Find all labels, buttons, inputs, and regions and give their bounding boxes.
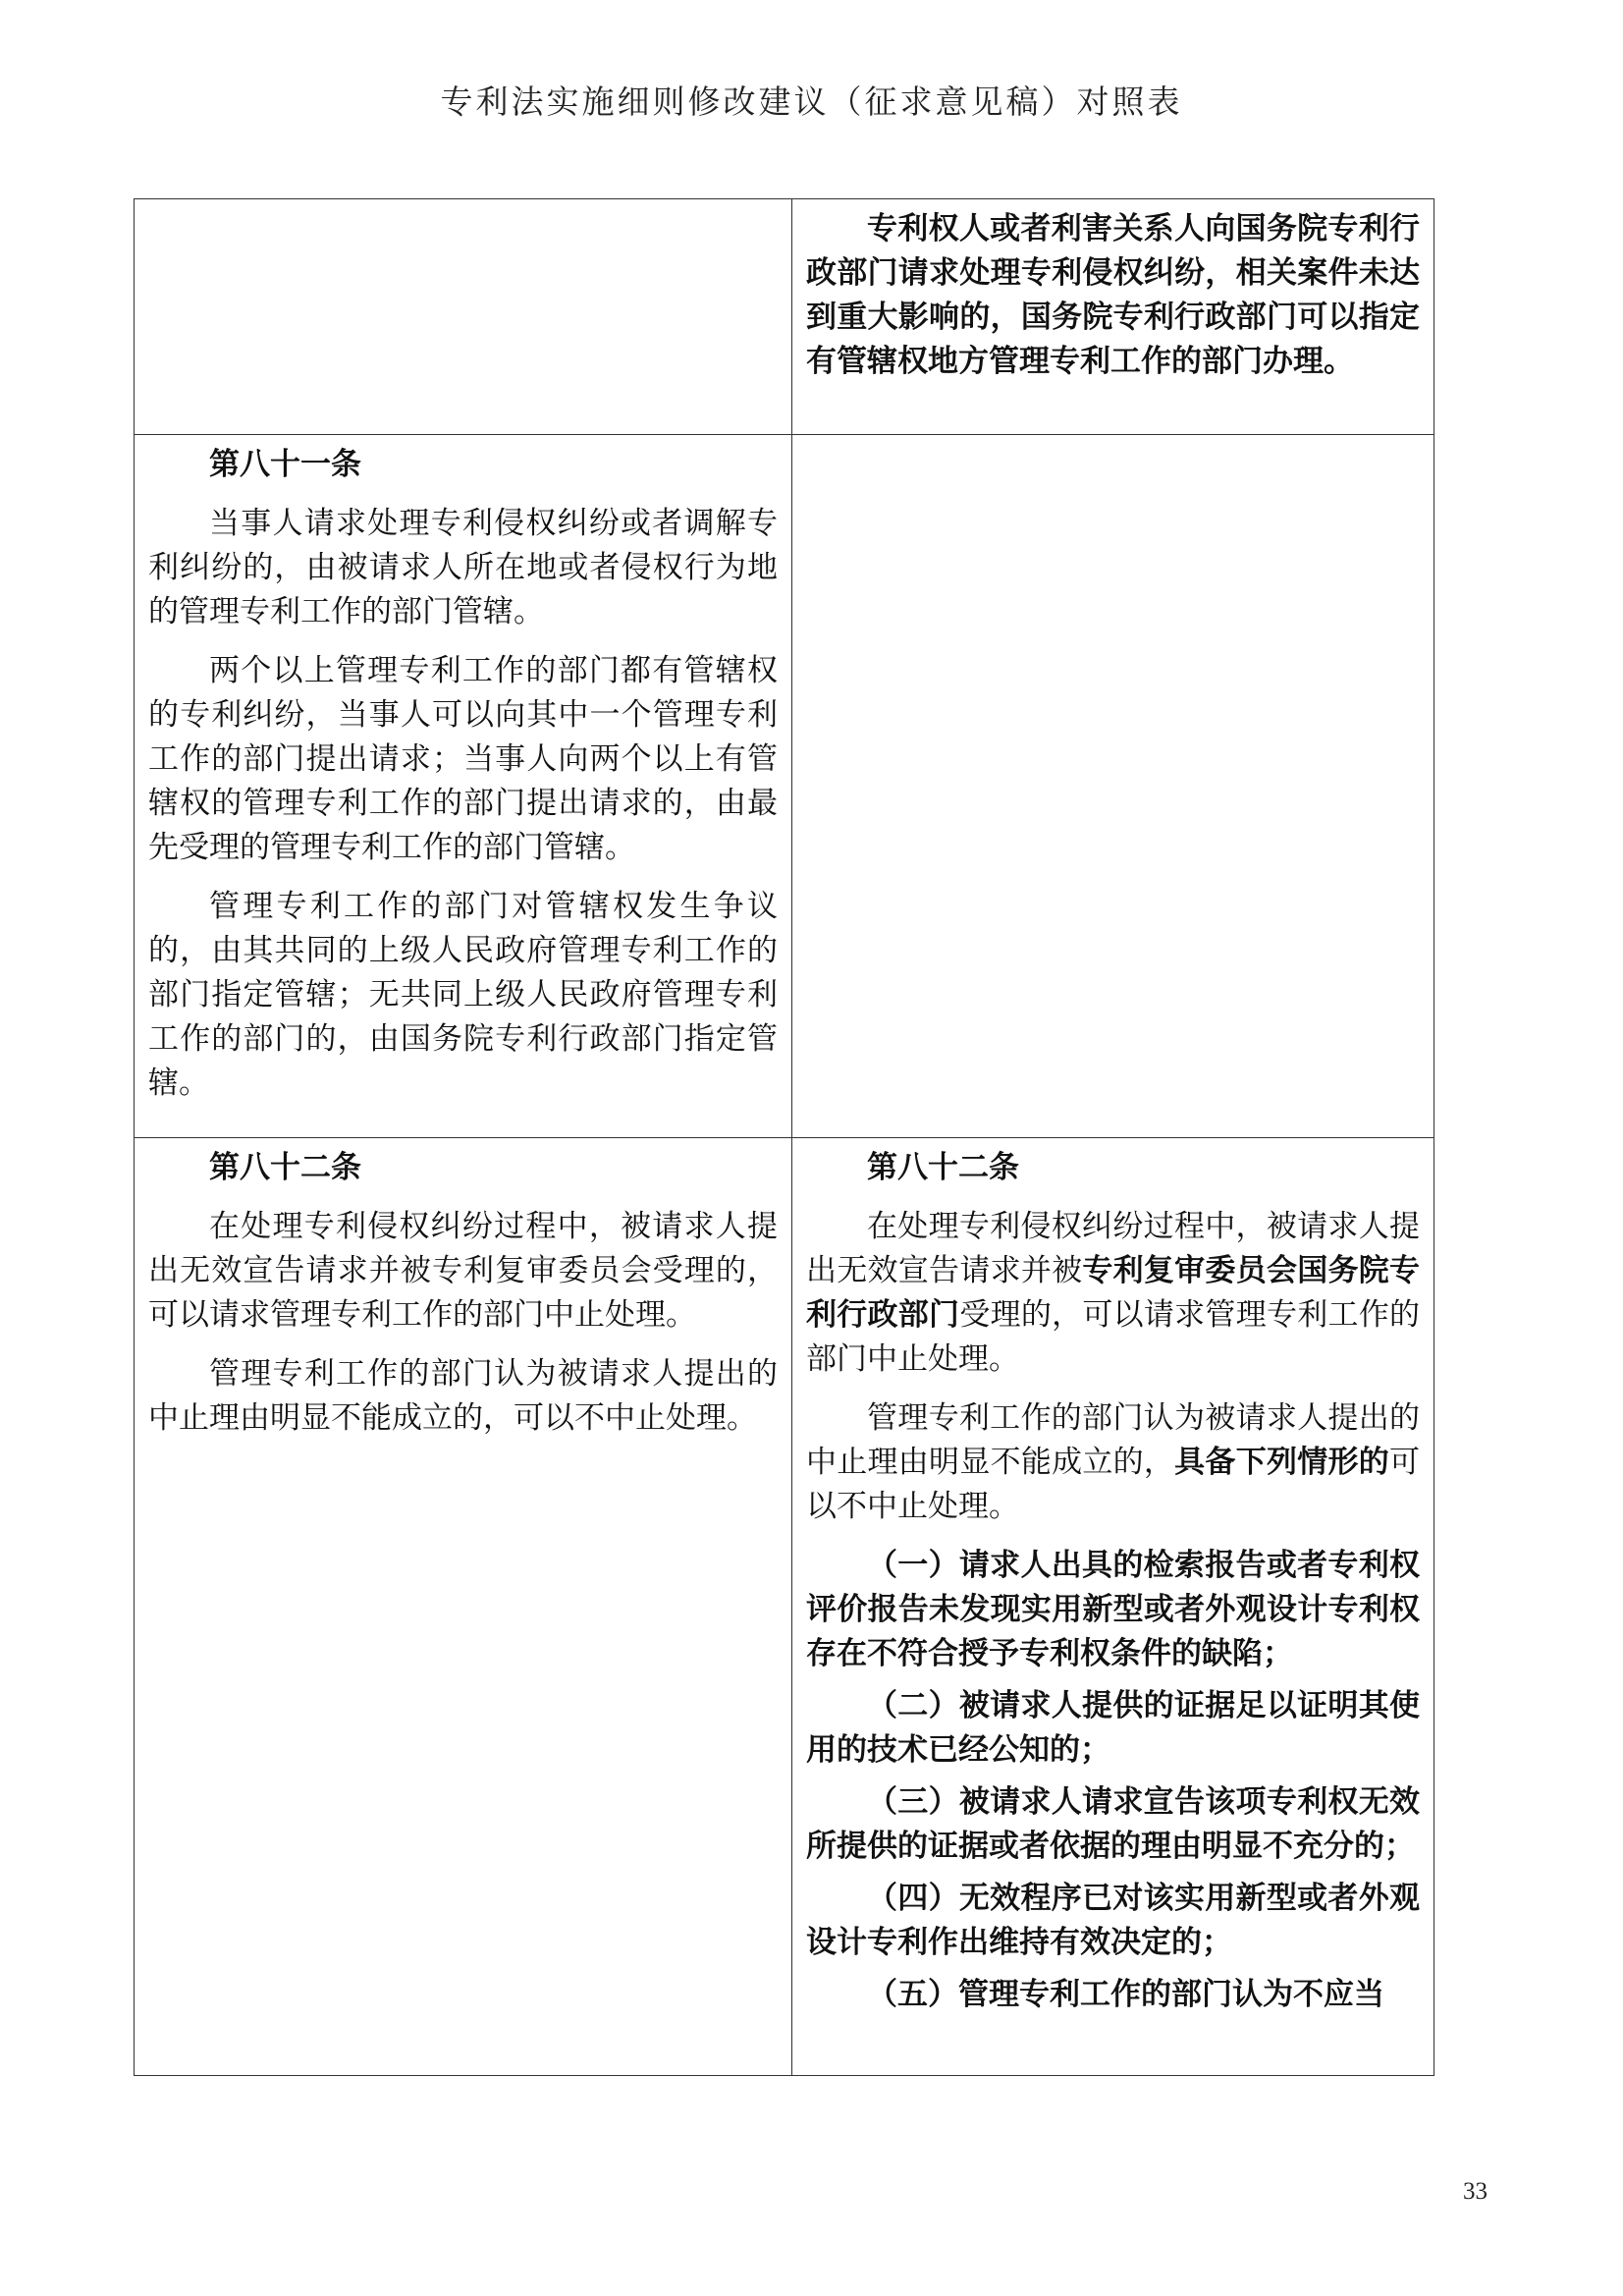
revised-paragraph <box>806 1205 1420 1382</box>
amended-text: 具备下列情形的 <box>1174 1445 1390 1480</box>
revised-paragraph <box>806 1396 1420 1529</box>
article-heading: 第八十一条 <box>209 447 361 482</box>
article-heading: 第八十二条 <box>209 1150 361 1185</box>
revised-text-cell <box>792 1138 1434 2076</box>
original-paragraph: 在处理专利侵权纠纷过程中，被请求人提出无效宣告请求并被专利复审委员会受理的，可以请求管理专利工作的部门中止处理。 <box>148 1209 778 1333</box>
list-item: （五）管理专利工作的部门认为不应当 <box>867 1977 1384 2012</box>
plain-text: 在处理专利侵权纠纷过程中，被请求人提出无效宣告请求并被 <box>806 1209 1420 1288</box>
list-item: （二）被请求人提供的证据足以证明其使用的技术已经公知的； <box>806 1688 1420 1768</box>
plain-text: 管理专利工作的部门认为被请求人提出的中止理由明显不能成立的， <box>806 1400 1420 1480</box>
comparison-table <box>134 198 1434 2076</box>
article-heading: 第八十二条 <box>867 1150 1019 1185</box>
amended-text: 专利复审委员会国务院专利行政部门 <box>806 1253 1421 1333</box>
original-text-cell <box>135 199 792 435</box>
revised-paragraph: 专利权人或者利害关系人向国务院专利行政部门请求处理专利侵权纠纷，相关案件未达到重大影响的，国务院专利行政部门可以指定有管辖权地方管理专利工作的部门办理。 <box>806 211 1420 379</box>
revised-text-cell <box>792 199 1434 435</box>
original-paragraph: 管理专利工作的部门认为被请求人提出的中止理由明显不能成立的，可以不中止处理。 <box>148 1356 778 1436</box>
original-text-cell <box>135 1138 792 2076</box>
list-item: （四）无效程序已对该实用新型或者外观设计专利作出维持有效决定的； <box>806 1881 1420 1960</box>
original-text-cell <box>135 435 792 1138</box>
table-row <box>135 435 1434 1138</box>
page-header-title: 专利法实施细则修改建议（征求意见稿）对照表 <box>440 82 1183 121</box>
list-item: （一）请求人出具的检索报告或者专利权评价报告未发现实用新型或者外观设计专利权存在不符合授予专利权条件的缺陷； <box>806 1548 1420 1671</box>
table-row <box>135 199 1434 435</box>
original-paragraph: 两个以上管理专利工作的部门都有管辖权的专利纠纷，当事人可以向其中一个管理专利工作的部门提出请求；当事人向两个以上有管辖权的管理专利工作的部门提出请求的，由最先受理的管理专利工作的部门管辖。 <box>148 653 778 865</box>
page-number: 33 <box>1463 2178 1488 2205</box>
plain-text: 可以不中止处理。 <box>806 1445 1421 1524</box>
original-paragraph: 管理专利工作的部门对管辖权发生争议的，由其共同的上级人民政府管理专利工作的部门指定管辖；无共同上级人民政府管理专利工作的部门的，由国务院专利行政部门指定管辖。 <box>148 889 778 1101</box>
table-row <box>135 1138 1434 2076</box>
revised-text-cell <box>792 435 1434 1138</box>
original-paragraph: 当事人请求处理专利侵权纠纷或者调解专利纠纷的，由被请求人所在地或者侵权行为地的管理专利工作的部门管辖。 <box>148 506 778 629</box>
list-item: （三）被请求人请求宣告该项专利权无效所提供的证据或者依据的理由明显不充分的； <box>806 1784 1420 1864</box>
plain-text: 受理的，可以请求管理专利工作的部门中止处理。 <box>806 1297 1421 1377</box>
